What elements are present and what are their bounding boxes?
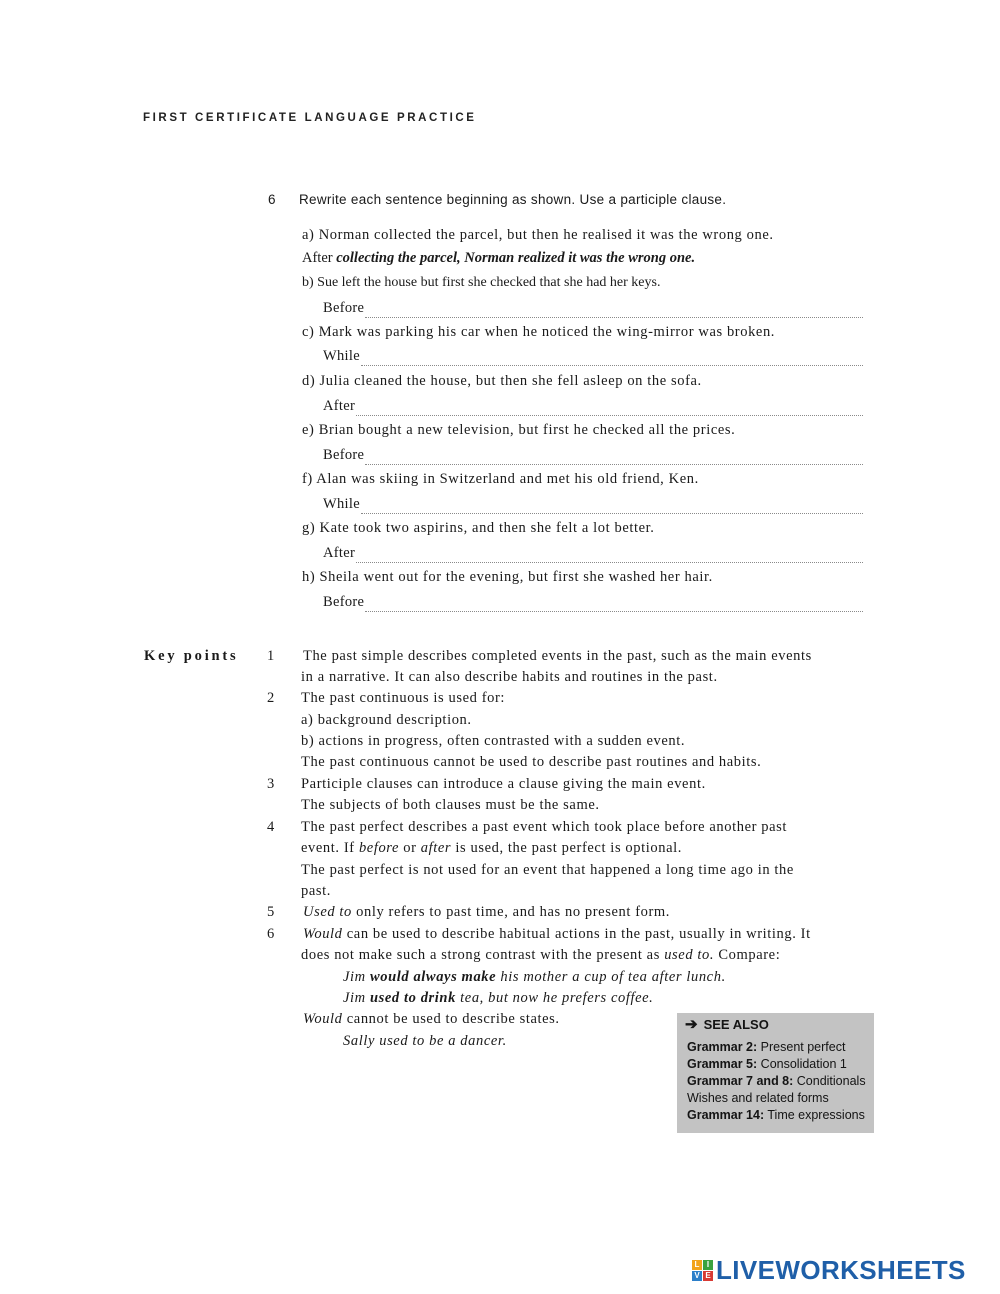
text-fragment: or [399, 840, 421, 856]
key-point-line [303, 904, 670, 921]
answer-input-h[interactable] [365, 595, 863, 612]
text-fragment: only refers to past time, and has no present form. [351, 904, 671, 920]
key-point-line [303, 1011, 560, 1028]
example-sentence: a) Norman collected the parcel, but then he realised it was the wrong one. [302, 227, 774, 243]
logo-text: LIVEWORKSHEETS [716, 1254, 966, 1285]
see-also-topic: Time expressions [764, 1108, 865, 1122]
see-also-item [687, 1091, 829, 1105]
example-sentence-used-to [343, 990, 653, 1007]
answer-input-g[interactable] [356, 546, 863, 563]
answer-row-c [323, 346, 863, 366]
logo-badge-letter: L [692, 1260, 702, 1270]
answer-prefix-h: Before [323, 594, 365, 610]
key-point-line: The past continuous is used for: [301, 690, 506, 706]
see-also-topic: Wishes and related forms [687, 1091, 829, 1105]
answer-prefix-b: Before [323, 300, 365, 316]
text-fragment: is used, the past perfect is optional. [451, 840, 682, 856]
exercise-instruction: Rewrite each sentence beginning as shown. Use a participle clause. [299, 192, 727, 207]
text-fragment: Jim [343, 990, 370, 1006]
answer-prefix-g: After [323, 545, 356, 561]
answer-prefix-e: Before [323, 447, 365, 463]
italic-term: before [358, 840, 400, 856]
example-answer [302, 250, 695, 267]
logo-badge-letter: I [703, 1260, 713, 1270]
answer-prefix-c: While [323, 348, 360, 364]
see-also-topic: Conditionals [793, 1074, 866, 1088]
see-also-item [687, 1057, 847, 1071]
see-also-heading [685, 1015, 769, 1033]
key-point-line [303, 926, 811, 943]
see-also-item [687, 1040, 845, 1054]
see-also-ref: Grammar 7 and 8: [687, 1074, 794, 1088]
key-point-line: The past simple describes completed events in the past, such as the main events [303, 648, 812, 664]
key-point-number: 4 [267, 819, 275, 835]
key-point-line: a) background description. [301, 712, 472, 728]
example-sentence-states: Sally used to be a dancer. [343, 1033, 507, 1049]
key-point-line: b) actions in progress, often contrasted with a sudden event. [301, 733, 686, 749]
key-point-line [301, 947, 780, 964]
text-fragment: his mother a cup of tea after lunch. [496, 969, 726, 985]
example-answer-prefix: After [302, 250, 333, 266]
answer-input-d[interactable] [356, 399, 863, 416]
italic-term: used to. [664, 947, 715, 963]
key-point-number: 6 [267, 926, 275, 942]
bold-term: used to drink [369, 990, 456, 1006]
exercise-sentence-b: b) Sue left the house but first she checked that she had her keys. [302, 275, 661, 290]
text-fragment: Jim [343, 969, 370, 985]
key-point-line: The past perfect is not used for an event that happened a long time ago in the [301, 862, 794, 878]
answer-input-f[interactable] [361, 497, 863, 514]
answer-row-g [323, 543, 863, 563]
key-point-line: The subjects of both clauses must be the same. [301, 797, 600, 813]
bold-term: would always make [369, 969, 497, 985]
italic-term: Would [303, 926, 343, 942]
exercise-number: 6 [268, 192, 276, 207]
italic-term: Used to [303, 904, 352, 920]
logo-badge-icon [692, 1260, 713, 1281]
answer-prefix-d: After [323, 398, 356, 414]
see-also-ref: Grammar 14: [687, 1108, 765, 1122]
answer-prefix-f: While [323, 496, 360, 512]
text-fragment: cannot be used to describe states. [342, 1011, 560, 1027]
answer-row-b [323, 298, 863, 318]
arrow-right-icon: ➔ [685, 1016, 698, 1033]
see-also-topic: Present perfect [757, 1040, 846, 1054]
key-point-line: in a narrative. It can also describe habits and routines in the past. [301, 669, 718, 685]
key-point-line: The past continuous cannot be used to describe past routines and habits. [301, 754, 762, 770]
example-sentence-would [343, 969, 726, 986]
italic-term: Would [303, 1011, 343, 1027]
key-point-number: 2 [267, 690, 275, 706]
see-also-heading-text: SEE ALSO [703, 1017, 769, 1032]
italic-term: after [420, 840, 452, 856]
key-point-line: The past perfect describes a past event which took place before another past [301, 819, 788, 835]
see-also-box [677, 1013, 874, 1133]
exercise-sentence-h: h) Sheila went out for the evening, but first she washed her hair. [302, 569, 713, 585]
key-point-line: Participle clauses can introduce a clause giving the main event. [301, 776, 706, 792]
text-fragment: can be used to describe habitual actions in the past, usually in writing. It [342, 926, 811, 942]
exercise-sentence-f: f) Alan was skiing in Switzerland and met his old friend, Ken. [302, 471, 699, 487]
see-also-ref: Grammar 2: [687, 1040, 758, 1054]
key-point-number: 3 [267, 776, 275, 792]
page-header: FIRST CERTIFICATE LANGUAGE PRACTICE [143, 112, 477, 124]
answer-input-e[interactable] [365, 448, 863, 465]
key-points-title: Key points [144, 648, 239, 664]
exercise-sentence-g: g) Kate took two aspirins, and then she felt a lot better. [302, 520, 655, 536]
exercise-sentence-d: d) Julia cleaned the house, but then she fell asleep on the sofa. [302, 373, 702, 389]
exercise-sentence-e: e) Brian bought a new television, but first he checked all the prices. [302, 422, 736, 438]
see-also-topic: Consolidation 1 [757, 1057, 847, 1071]
answer-input-c[interactable] [361, 349, 863, 366]
key-point-number: 1 [267, 648, 275, 664]
logo-badge-letter: V [692, 1271, 702, 1281]
text-fragment: does not make such a strong contrast with the present as [301, 947, 665, 963]
see-also-ref: Grammar 5: [687, 1057, 758, 1071]
text-fragment: event. If [301, 840, 359, 856]
liveworksheets-logo [692, 1255, 966, 1285]
key-point-line [301, 840, 682, 857]
example-answer-text: collecting the parcel, Norman realized it was the wrong one. [336, 250, 696, 266]
see-also-item [687, 1074, 866, 1088]
text-fragment: tea, but now he prefers coffee. [455, 990, 654, 1006]
answer-row-d [323, 396, 863, 416]
answer-row-h [323, 592, 863, 612]
see-also-item [687, 1108, 865, 1122]
exercise-sentence-c: c) Mark was parking his car when he noticed the wing-mirror was broken. [302, 324, 776, 340]
answer-row-e [323, 445, 863, 465]
key-point-line: past. [301, 883, 331, 899]
answer-row-f [323, 494, 863, 514]
logo-badge-letter: E [703, 1271, 713, 1281]
text-fragment: Compare: [714, 947, 781, 963]
answer-input-b[interactable] [365, 301, 863, 318]
key-point-number: 5 [267, 904, 275, 920]
